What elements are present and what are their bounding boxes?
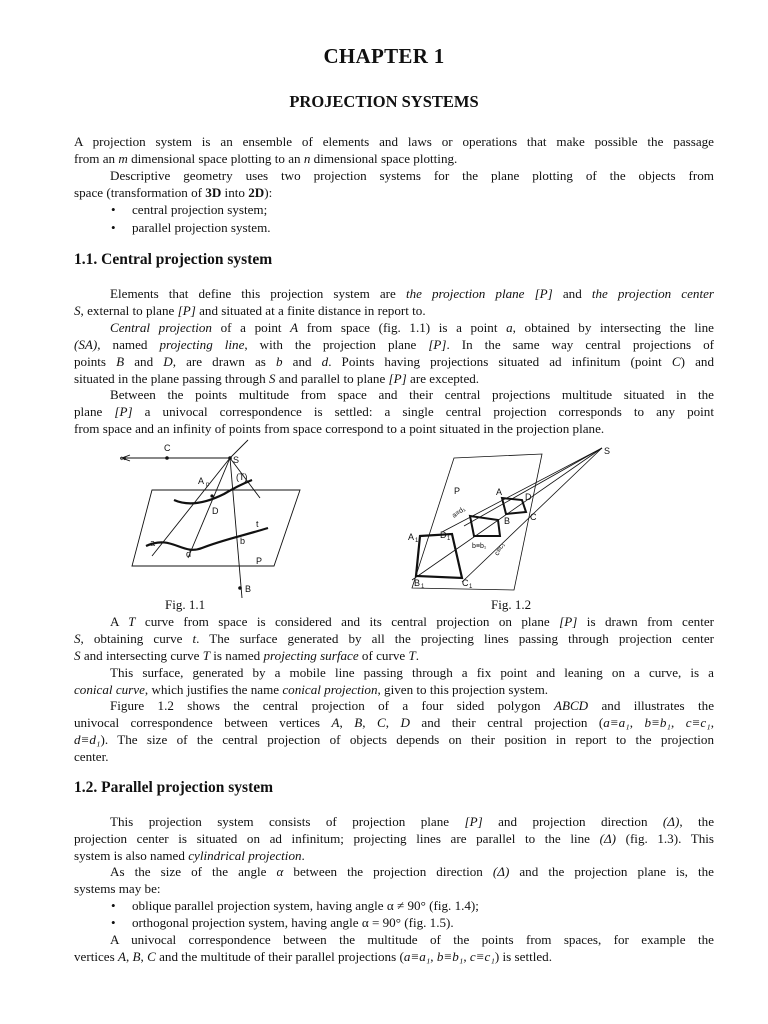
paragraph-line: plane [P] a univocal correspondence is settled: a single central projection corresponds to any point (74, 404, 714, 419)
bullet-glyph: • (111, 898, 116, 913)
paragraph-line: Figure 1.2 shows the central projection of a four sided polygon ABCD and illustrates the (110, 698, 715, 713)
label-a-sub: p (206, 482, 210, 488)
label-b2: B (504, 516, 511, 526)
figure-1-2 (402, 440, 622, 598)
chapter-heading: CHAPTER 1 (323, 44, 445, 68)
paragraph-line: center. (74, 749, 109, 764)
bullet-glyph: • (111, 202, 116, 217)
bullet-glyph: • (111, 915, 116, 930)
paragraph-line: A T curve from space is considered and its central projection on plane [P] is drawn from center (110, 614, 714, 629)
label-t-space: (T) (236, 472, 248, 482)
label-d1: D (440, 530, 447, 540)
paragraph-line: (SA), named projecting line, with the projection plane [P]. In the same way central projections of (74, 337, 715, 352)
label-t: t (256, 519, 259, 529)
paragraph-line: Elements that define this projection system are the projection plane [P] and the projection center (110, 286, 714, 301)
figure-1-1 (112, 438, 302, 598)
list-item: orthogonal projection system, having angle α = 90° (fig. 1.5). (132, 915, 454, 930)
paragraph-line: conical curve, which justifies the name conical projection, given to this projection system. (74, 682, 549, 697)
label-b: B (245, 584, 252, 594)
point-c (165, 456, 169, 460)
label-a-equiv: a≡d₁ (451, 505, 467, 520)
label-d2: D (525, 492, 532, 502)
label-p2: P (454, 486, 461, 496)
label-a: A (198, 476, 205, 486)
paragraph-line: Central projection of a point A from space (fig. 1.1) is a point a, obtained by intersecting the line (110, 320, 714, 335)
label-c2: C (530, 512, 537, 522)
label-a1: A (408, 532, 415, 542)
label-b-proj: b (240, 536, 246, 546)
figure-caption: Fig. 1.2 (491, 597, 532, 612)
polygon-abcd (502, 498, 526, 514)
paragraph-line: As the size of the angle α between the projection direction (Δ) and the projection plane is, the (110, 864, 714, 879)
paragraph-line: Descriptive geometry uses two projection systems for the plane plotting of the objects from (110, 168, 714, 183)
paragraph-line: S, obtaining curve t. The surface generated by all the projecting lines passing through projection center (74, 631, 714, 646)
label-s2: S (604, 446, 611, 456)
label-d-proj: d (186, 549, 192, 559)
page-title: PROJECTION SYSTEMS (289, 92, 479, 111)
paragraph-line: S and intersecting curve T is named projecting surface of curve T. (74, 648, 420, 663)
point-a-space (210, 494, 213, 497)
list-item: parallel projection system. (132, 220, 271, 235)
paragraph-line: A univocal correspondence between the multitude of the points from spaces, for example the (110, 932, 714, 947)
label-s: S (233, 455, 240, 465)
paragraph-line: Between the points multitude from space and their central projections multitude situated in the (110, 387, 714, 402)
label-p: P (256, 556, 263, 566)
label-c1-sub: 1 (469, 584, 473, 590)
paragraph-line: vertices A, B, C and the multitude of their parallel projections (a≡a₁, b≡b₁, c≡c₁) is settled. (74, 949, 552, 964)
polygon-intermediate (470, 516, 500, 536)
label-c1: C (462, 578, 469, 588)
label-a-proj: a (150, 538, 156, 548)
paragraph-line: A projection system is an ensemble of elements and laws or operations that make possible the passage (74, 134, 714, 149)
label-b1-sub: 1 (421, 584, 425, 590)
bullet-glyph: • (111, 220, 116, 235)
paragraph-line: points B and D, are drawn as b and d. Points having projections situated ad infinitum (point C) and (74, 354, 715, 369)
curve-t (146, 528, 268, 550)
figure-caption: Fig. 1.1 (165, 597, 206, 612)
paragraph-line: This surface, generated by a mobile line passing through a fix point and leaning on a curve, is a (110, 665, 714, 680)
section-heading: 1.2. Parallel projection system (74, 779, 274, 796)
paragraph-line: system is also named cylindrical projection. (74, 848, 305, 863)
projection-plane (132, 490, 300, 566)
projection-plane-p (412, 454, 542, 590)
paragraph-line: univocal correspondence between vertices A, B, C, D and their central projection (a≡a₁, b≡b₁, c≡c₁, (74, 715, 715, 730)
label-b-equiv: b≡b₁ (472, 543, 487, 550)
paragraph-line: space (transformation of 3D into 2D): (74, 185, 273, 200)
label-a2: A (496, 487, 503, 497)
paragraph-line: systems may be: (74, 881, 161, 896)
curve-T (174, 480, 252, 503)
projecting-line-sd (188, 458, 230, 558)
label-c-equiv: c≡c₁ (493, 541, 507, 557)
paragraph-line: S, external to plane [P] and situated at a finite distance in report to. (74, 303, 426, 318)
paragraph-line: This projection system consists of projection plane [P] and projection direction (Δ), the (110, 814, 715, 829)
label-c: C (164, 443, 171, 453)
list-item: oblique parallel projection system, having angle α ≠ 90° (fig. 1.4); (132, 898, 479, 913)
polygon-projection (416, 534, 462, 578)
label-b1: B (414, 578, 421, 588)
label-a1-sub: 1 (415, 538, 419, 544)
paragraph-line: from space and an infinity of points from space correspond to a point situated in the projection plane. (74, 421, 605, 436)
section-heading: 1.1. Central projection system (74, 251, 273, 268)
paragraph-line: d≡d₁). The size of the central projection of objects depends on their position in report to the projection (74, 732, 714, 747)
point-s (228, 456, 232, 460)
label-infinity: ∞ (120, 453, 127, 463)
projecting-line-3 (442, 448, 602, 532)
paragraph-line: situated in the plane passing through S and parallel to plane [P] are excepted. (74, 371, 480, 386)
label-d1-sub: 1 (447, 536, 451, 542)
label-d: D (212, 506, 219, 516)
point-b (238, 586, 242, 590)
list-item: central projection system; (132, 202, 268, 217)
paragraph-line: from an m dimensional space plotting to an n dimensional space plotting. (74, 151, 458, 166)
paragraph-line: projection center is situated on ad infinitum; projecting lines are parallel to the line (Δ) (fig. 1.3). This (74, 831, 714, 846)
